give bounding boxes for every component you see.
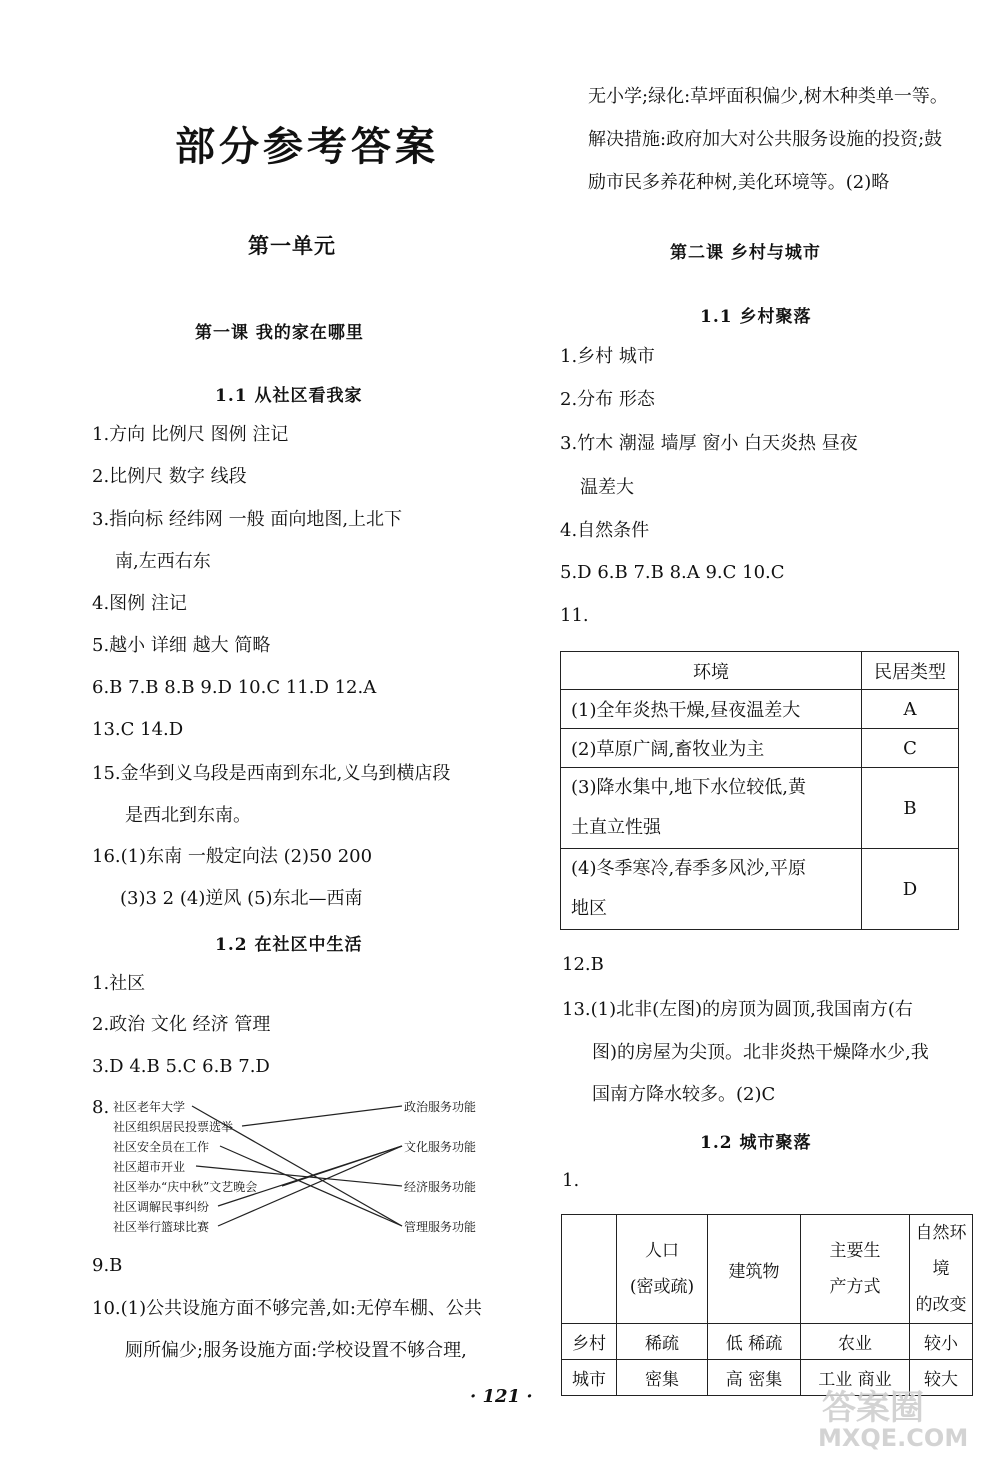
table-header-line: 产方式 [829,1277,881,1297]
answer-line: (3)3 2 (4)逆风 (5)东北—西南 [120,888,363,909]
table-header: 建筑物 [708,1215,801,1324]
page-title: 部分参考答案 [175,123,439,170]
answer-line: 3.指向标 经纬网 一般 面向地图,上北下 [92,509,403,530]
answer-line: 励市民多养花种树,美化环境等。(2)略 [588,172,890,193]
answer-line: 10.(1)公共设施方面不够完善,如:无停车棚、公共 [92,1298,482,1319]
answer-line: 12.B [562,954,604,975]
q8-right-item: 政治服务功能 [404,1100,477,1114]
answer-line: 是西北到东南。 [125,805,251,826]
table-header-line: 自然环境 [915,1223,967,1279]
table-header-line: (密或疏) [629,1277,695,1297]
table-cell: 密集 [617,1360,708,1396]
answer-line: 南,左西右东 [115,551,211,572]
q8-right-item: 经济服务功能 [404,1180,477,1194]
table-cell: 稀疏 [617,1324,708,1360]
table-cell: 低 稀疏 [708,1324,801,1360]
q8-label: 8. [92,1097,110,1118]
answer-line: 5.D 6.B 7.B 8.A 9.C 10.C [560,562,785,583]
q8-left-item: 社区安全员在工作 [113,1140,210,1154]
answer-line: 6.B 7.B 8.B 9.D 10.C 11.D 12.A [92,677,377,698]
answer-line: 2.分布 形态 [560,389,655,410]
table-cell: 城市 [562,1360,617,1396]
table-cell: 乡村 [562,1324,617,1360]
section-r-1-2-heading: 1.2 城市聚落 [700,1133,812,1153]
answer-line: 无小学;绿化:草坪面积偏少,树木种类单一等。 [588,86,948,107]
table-header: 民居类型 [862,652,959,690]
unit-heading: 第一单元 [248,233,336,258]
table-header [617,1215,708,1324]
table-cell-line: 地区 [571,898,607,919]
watermark-logo-text: 答案圈 [822,1388,924,1428]
table-cell: (1)全年炎热干燥,昼夜温差大 [561,690,862,729]
section-1-1-heading: 1.1 从社区看我家 [215,386,363,406]
table-cell: C [862,729,959,768]
table-header-line: 人口 [645,1241,679,1261]
answer-line: 5.越小 详细 越大 简略 [92,635,271,656]
answer-line: 13.(1)北非(左图)的房顶为圆顶,我国南方(右 [562,999,913,1020]
table-cell: A [862,690,959,729]
page-number: · 121 · [470,1386,533,1407]
q8-left-item: 社区调解民事纠纷 [113,1200,210,1214]
q8-left-item: 社区举行篮球比赛 [113,1220,210,1234]
table-cell: 工业 商业 [801,1360,910,1396]
table-header-line: 的改变 [915,1295,967,1315]
table-header-line: 主要生 [829,1241,881,1261]
q8-left-item: 社区老年大学 [113,1100,186,1114]
table-cell: B [862,768,959,849]
table-cell: 较大 [910,1360,973,1396]
answer-line: 1.方向 比例尺 图例 注记 [92,424,289,445]
answer-line: 1.乡村 城市 [560,346,655,367]
answer-line: 厕所偏少;服务设施方面:学校设置不够合理, [125,1340,467,1361]
answer-line: 国南方降水较多。(2)C [592,1084,776,1105]
table-cell: 高 密集 [708,1360,801,1396]
answer-line: 温差大 [580,477,634,498]
table-cell: 农业 [801,1324,910,1360]
q8-right-item: 管理服务功能 [404,1220,477,1234]
dwelling-type-table [560,651,959,930]
q8-left-item: 社区举办“庆中秋”文艺晚会 [113,1180,258,1194]
section-r-1-1-heading: 1.1 乡村聚落 [700,307,812,327]
table-header [801,1215,910,1324]
table-cell: 较小 [910,1324,973,1360]
table-cell: (2)草原广阔,畜牧业为主 [561,729,862,768]
answer-line: 3.竹木 潮湿 墙厚 窗小 白天炎热 昼夜 [560,433,858,454]
answer-line: 解决措施:政府加大对公共服务设施的投资;鼓 [588,129,943,150]
answer-line: 11. [560,605,589,626]
section-1-2-heading: 1.2 在社区中生活 [215,935,363,955]
lesson1-heading: 第一课 我的家在哪里 [195,323,364,343]
q8-right-item: 文化服务功能 [404,1140,477,1154]
table-cell-line: (3)降水集中,地下水位较低,黄 [571,777,806,798]
answer-line: 13.C 14.D [92,719,184,740]
answer-line: 4.图例 注记 [92,593,187,614]
answer-line: 1.社区 [92,973,146,994]
answer-line: 15.金华到义乌段是西南到东北,义乌到横店段 [92,763,451,784]
q1-label: 1. [562,1170,580,1191]
settlement-compare-table [561,1214,973,1396]
answer-line: 图)的房屋为尖顶。北非炎热干燥降水少,我 [592,1042,929,1063]
q8-left-item: 社区超市开业 [113,1160,186,1174]
answer-line: 2.比例尺 数字 线段 [92,466,247,487]
answer-line: 4.自然条件 [560,520,650,541]
table-cell-line: (4)冬季寒冷,春季多风沙,平原 [571,858,806,879]
answer-line: 3.D 4.B 5.C 6.B 7.D [92,1056,270,1077]
table-cell [561,768,862,849]
answer-line: 2.政治 文化 经济 管理 [92,1014,271,1035]
answer-line: 9.B [92,1255,123,1276]
q8-left-item: 社区组织居民投票选举 [113,1120,234,1134]
answer-line: 16.(1)东南 一般定向法 (2)50 200 [92,846,373,867]
table-header: 环境 [561,652,862,690]
table-header [910,1215,973,1324]
table-cell [561,849,862,930]
table-cell: D [862,849,959,930]
lesson2-heading: 第二课 乡村与城市 [670,243,821,263]
watermark-url: MXQE.COM [818,1424,969,1452]
table-header [562,1215,617,1324]
table-cell-line: 土直立性强 [571,817,661,838]
